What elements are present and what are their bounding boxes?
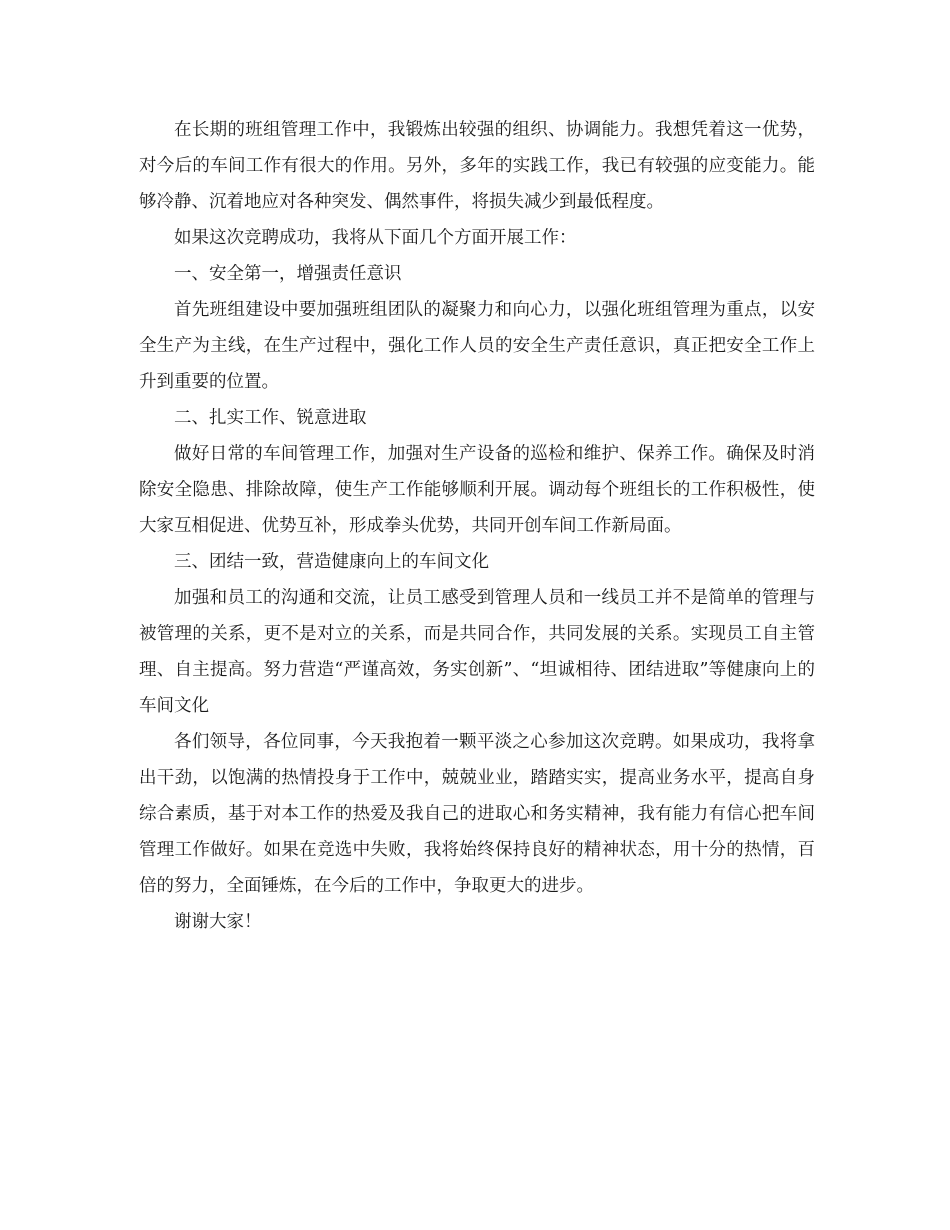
paragraph-thanks: 谢谢大家！ [174,912,262,932]
paragraph-culture: 加强和员工的沟通和交流，让员工感受到管理人员和一线员工并不是简单的管理与被管理的关系，更不是对立的关系，而是共同合作，共同发展的关系。实现员工自主管理、自主提高。努力营造“严谨高效，务实创新”、“坦诚相待、团结进取”等健康向上的车间文化 [139,588,815,716]
paragraph-safety: 首先班组建设中要加强班组团队的凝聚力和向心力，以强化班组管理为重点，以安全生产为主线，在生产过程中，强化工作人员的安全生产责任意识，真正把安全工作上升到重要的位置。 [139,300,815,392]
paragraph-plan-intro: 如果这次竞聘成功，我将从下面几个方面开展工作： [174,228,577,248]
paragraph-closing: 各们领导，各位同事，今天我抱着一颗平淡之心参加这次竞聘。如果成功，我将拿出干劲，以饱满的热情投身于工作中，兢兢业业，踏踏实实，提高业务水平，提高自身综合素质，基于对本工作的热爱及我自己的进取心和务实精神，我有能力有信心把车间管理工作做好。如果在竞选中失败，我将始终保持良好的精神状态，用十分的热情，百倍的努力，全面锤炼，在今后的工作中，争取更大的进步。 [139,732,815,896]
paragraph-abilities: 在长期的班组管理工作中，我锻炼出较强的组织、协调能力。我想凭着这一优势，对今后的车间工作有很大的作用。另外，多年的实践工作，我已有较强的应变能力。能够冷静、沉着地应对各种突发、偶然事件，将损失减少到最低程度。 [139,120,815,212]
paragraph-work: 做好日常的车间管理工作，加强对生产设备的巡检和维护、保养工作。确保及时消除安全隐患、排除故障，使生产工作能够顺利开展。调动每个班组长的工作积极性，使大家互相促进、优势互补，形成拳头优势，共同开创车间工作新局面。 [139,444,815,536]
section-heading-work: 二、扎实工作、锐意进取 [174,408,367,428]
section-heading-culture: 三、团结一致，营造健康向上的车间文化 [174,552,489,572]
section-heading-safety: 一、安全第一，增强责任意识 [174,264,402,284]
document-body [139,112,815,940]
